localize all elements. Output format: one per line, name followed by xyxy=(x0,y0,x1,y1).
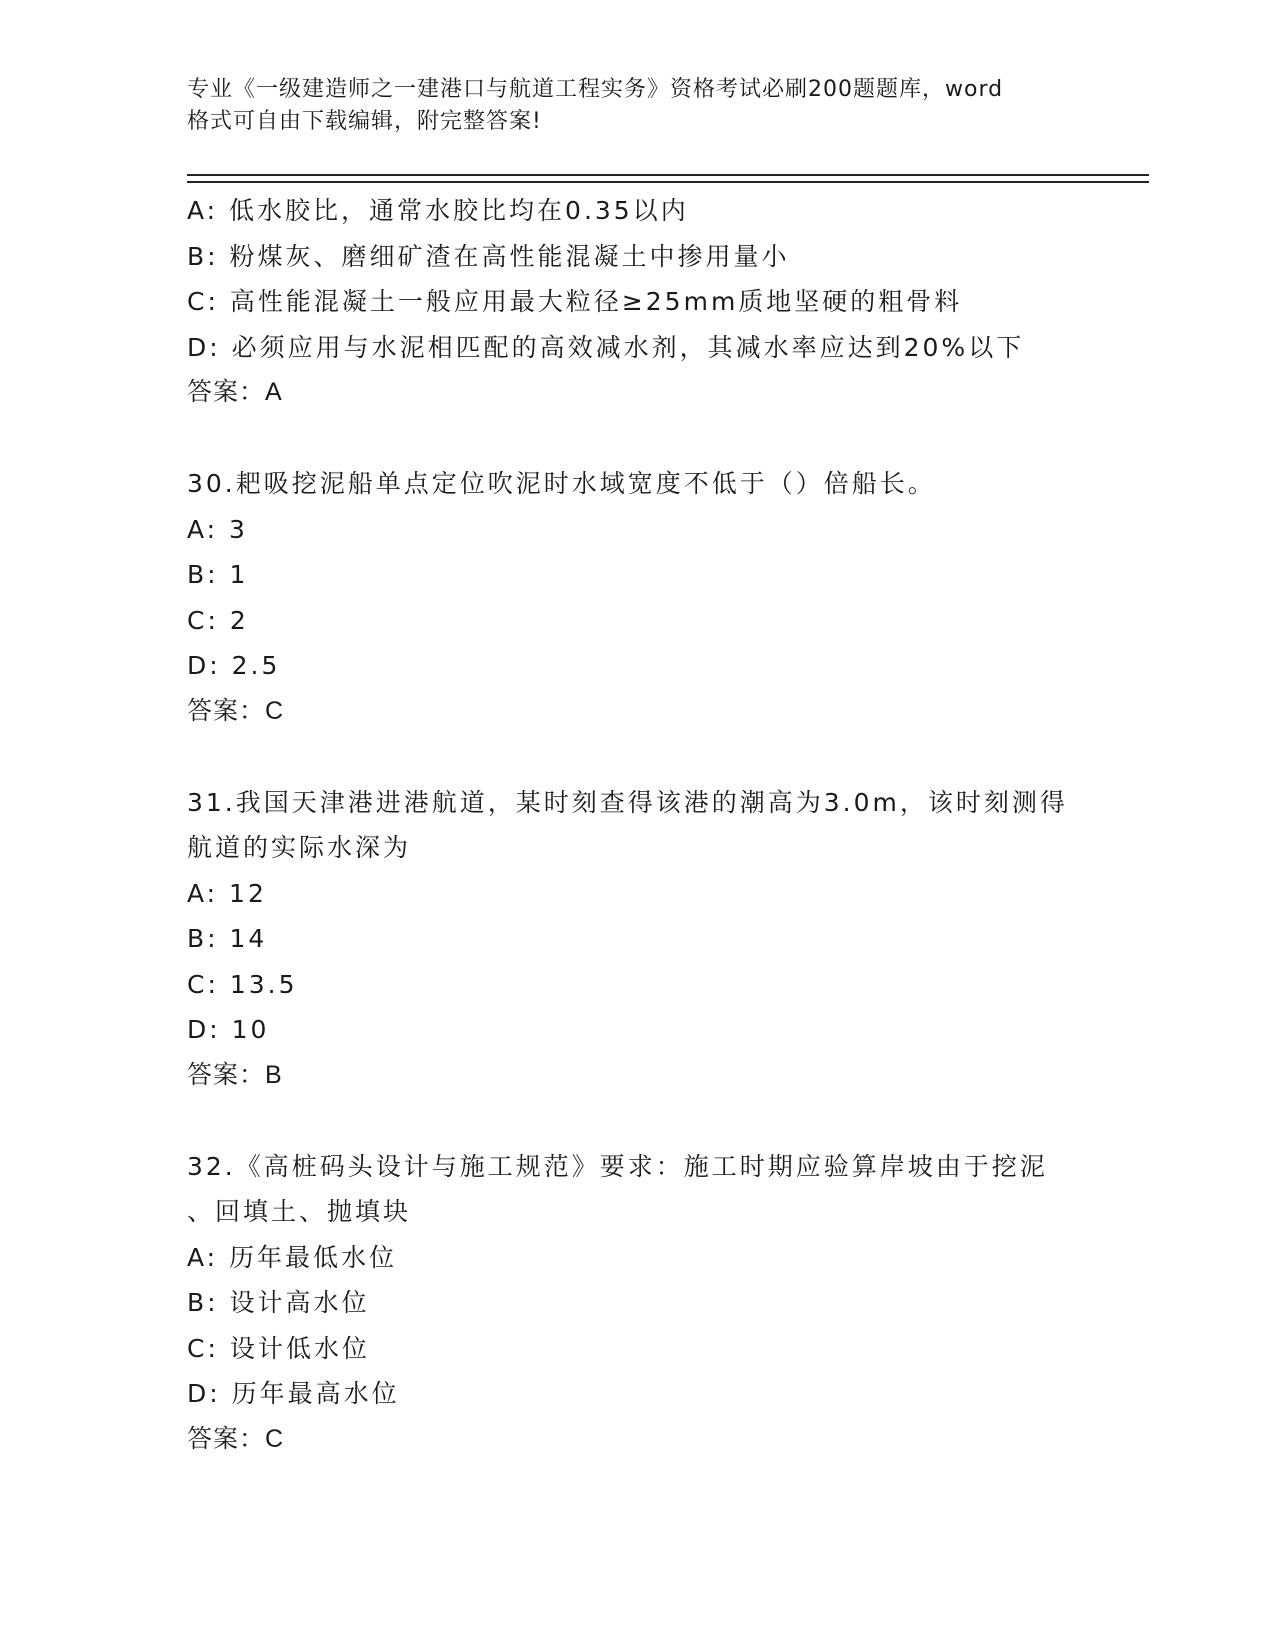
title-line-1: 专业《一级建造师之一建港口与航道工程实务》资格考试必刷200题题库，word xyxy=(187,77,1004,102)
question-29-options xyxy=(187,188,1087,416)
option-c: C: 13.5 xyxy=(187,969,298,999)
question-31 xyxy=(187,780,1087,1099)
option-d: D: 必须应用与水泥相匹配的高效减水剂，其减水率应达到20%以下 xyxy=(187,332,1025,362)
option-d: D: 2.5 xyxy=(187,651,281,680)
option-c: C: 设计低水位 xyxy=(187,1333,370,1363)
header-divider-top xyxy=(187,174,1149,176)
option-b: B: 粉煤灰、磨细矿渣在高性能混凝土中掺用量小 xyxy=(187,241,790,271)
header-divider-bottom xyxy=(187,181,1149,183)
spacer xyxy=(187,1098,1087,1144)
option-c: C: 2 xyxy=(187,605,249,635)
option-d: D: 10 xyxy=(187,1015,270,1044)
document-title xyxy=(187,74,1087,138)
answer: 答案：A xyxy=(187,378,283,406)
option-b: B: 14 xyxy=(187,924,268,953)
option-a: A: 低水胶比，通常水胶比均在0.35以内 xyxy=(187,196,689,225)
question-stem-line-2: 航道的实际水深为 xyxy=(187,833,412,862)
spacer xyxy=(187,416,1087,462)
question-stem-line-2: 、回填土、抛填块 xyxy=(187,1197,412,1226)
option-b: B: 1 xyxy=(187,560,249,589)
spacer xyxy=(187,734,1087,780)
question-stem: 30.耙吸挖泥船单点定位吹泥时水域宽度不低于（）倍船长。 xyxy=(187,469,936,498)
option-a: A: 12 xyxy=(187,878,267,908)
option-a: A: 3 xyxy=(187,514,248,544)
question-stem-line-1: 31.我国天津港进港航道，某时刻查得该港的潮高为3.0m，该时刻测得 xyxy=(187,787,1068,817)
option-b: B: 设计高水位 xyxy=(187,1288,370,1317)
question-30 xyxy=(187,461,1087,734)
answer: 答案：C xyxy=(187,696,285,725)
question-stem-line-1: 32.《高桩码头设计与施工规范》要求：施工时期应验算岸坡由于挖泥 xyxy=(187,1151,1048,1181)
option-a: A: 历年最低水位 xyxy=(187,1242,398,1272)
title-line-2: 格式可自由下载编辑，附完整答案! xyxy=(187,109,542,134)
option-d: D: 历年最高水位 xyxy=(187,1379,400,1408)
question-32 xyxy=(187,1144,1087,1463)
option-c: C: 高性能混凝土一般应用最大粒径≥25mm质地坚硬的粗骨料 xyxy=(187,287,963,316)
question-list xyxy=(187,188,1087,1462)
answer: 答案：C xyxy=(187,1424,285,1453)
answer: 答案：B xyxy=(187,1060,283,1089)
